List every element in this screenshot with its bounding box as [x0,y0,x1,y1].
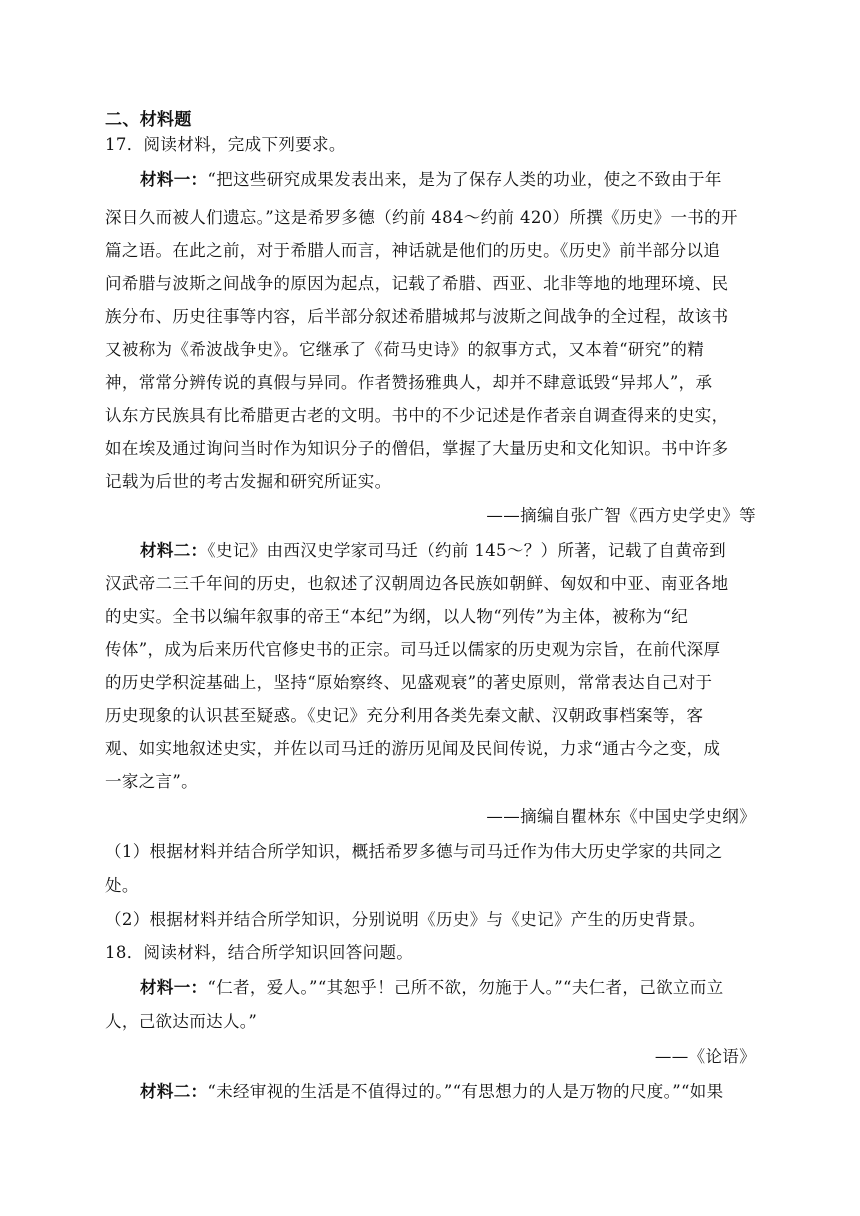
q17-material-1-line-4: 问希腊与波斯之间战争的原因为起点，记载了希腊、西亚、北非等地的地理环境、民 [105,274,729,293]
q17-material-1-line-6: 又被称为《希波战争史》。它继承了《荷马史诗》的叙事方式，又本着“研究”的精 [105,340,705,359]
q17-material-1-line-10: 记载为后世的考古发掘和研究所证实。 [105,472,392,491]
q17-material-2-line-5: 的历史学积淀基础上，坚持“原始察终、见盛观衰”的著史原则，常常表达自己对于 [105,673,713,692]
q17-material-1-source: ——摘编自张广智《西方史学史》等 [486,506,756,525]
q17-material-2-line-7: 观、如实地叙述史实，并佐以司马迁的游历见闻及民间传说，力求“通古今之变，成 [105,739,721,758]
q18-material-1-label: 材料一： [140,978,208,997]
question-17-stem: 17．阅读材料，完成下列要求。 [105,135,346,154]
q17-material-2-line-6: 历史现象的认识甚至疑惑。《史记》充分利用各类先秦文献、汉朝政事档案等，客 [105,706,704,725]
question-18-stem: 18．阅读材料，结合所学知识回答问题。 [105,943,414,962]
q17-subquestion-2: （2）根据材料并结合所学知识，分别说明《历史》与《史记》产生的历史背景。 [105,910,706,929]
q17-material-2-source: ——摘编自瞿林东《中国史学史纲》 [486,807,756,826]
section-heading: 二、材料题 [105,110,192,130]
q17-material-2-line-2: 汉武帝二三千年间的历史，也叙述了汉朝周边各民族如朝鲜、匈奴和中亚、南亚各地 [105,574,729,593]
q17-material-1-line-1: 材料一：“把这些研究成果发表出来，是为了保存人类的功业，使之不致由于年 [140,170,722,189]
q18-material-1-line-2: 人，己欲达而达人。” [105,1012,258,1031]
q17-material-2-line-1: 材料二：《史记》由西汉史学家司马迁（约前 145～？）所著，记载了自黄帝到 [140,541,726,560]
q18-material-2-line-1: 材料二：“未经审视的生活是不值得过的。”“有思想力的人是万物的尺度。”“如果 [140,1082,724,1101]
q17-material-1-line-9: 如在埃及通过询问当时作为知识分子的僧侣，掌握了大量历史和文化知识。书中许多 [105,439,729,458]
q17-material-1-line-8: 认东方民族具有比希腊更古老的文明。书中的不少记述是作者亲自调查得来的史实， [105,406,729,425]
q17-subquestion-1-line-1: （1）根据材料并结合所学知识，概括希罗多德与司马迁作为伟大历史学家的共同之 [105,842,723,861]
q18-material-1-line-1: 材料一：“仁者，爱人。”“其恕乎！己所不欲，勿施于人。”“夫仁者，己欲立而立 [140,978,724,997]
q18-material-2-label: 材料二： [140,1082,208,1101]
q17-material-2-line-3: 的史实。全书以编年叙事的帝王“本纪”为纲，以人物“列传”为主体，被称为“纪 [105,607,689,626]
q17-material-1-line-5: 族分布、历史往事等内容，后半部分叙述希腊城邦与波斯之间战争的全过程，故该书 [105,307,729,326]
q17-material-1-line-3: 篇之语。在此之前，对于希腊人而言，神话就是他们的历史。《历史》前半部分以追 [105,241,721,260]
q17-material-2-line-4: 传体”，成为后来历代官修史书的正宗。司马迁以儒家的历史观为宗旨，在前代深厚 [105,640,721,659]
q17-material-2-line-8: 一家之言”。 [105,772,199,791]
q18-material-1-source: ——《论语》 [654,1047,756,1066]
q17-material-1-line-7: 神，常常分辨传说的真假与异同。作者赞扬雅典人，却并不肆意诋毁“异邦人”，承 [105,373,713,392]
q17-subquestion-1-line-2: 处。 [105,876,139,895]
q17-material-1-line-2: 深日久而被人们遗忘。”这是希罗多德（约前 484～约前 420）所撰《历史》一书的开 [105,208,738,227]
q17-material-2-label: 材料二： [140,541,208,560]
q17-material-1-label: 材料一： [140,170,208,189]
